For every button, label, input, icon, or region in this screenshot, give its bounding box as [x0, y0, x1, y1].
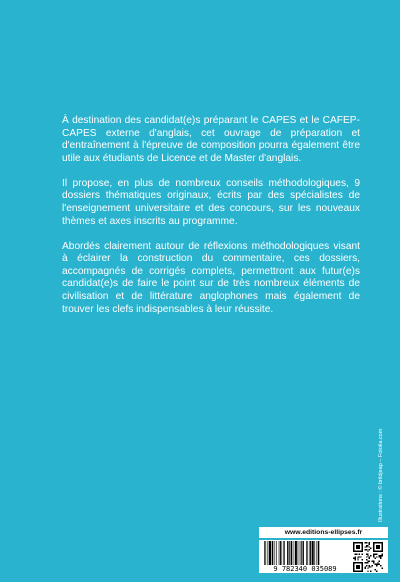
code-panel — [259, 540, 388, 573]
qr-code-icon — [353, 542, 383, 572]
isbn-number: 9 782340 035089 — [262, 565, 348, 573]
blurb-paragraph-2: Il propose, en plus de nombreux conseils méthodologiques, 9 dossiers thématiques originaux, écrits par des spécialistes de l'enseignement universitaire et des concours, sur les nouveaux thèmes et axes inscrits au programme. — [62, 177, 360, 227]
blurb-paragraph-3: Abordés clairement autour de réflexions méthodologiques visant à éclairer la construction du commentaire, ces dossiers, accompagnés de corrigés complets, permettront aux futur(e)s candidat(e)s de faire le point sur de très nombreux éléments de civilisation et de littérature anglophones mais également de trouver les clefs indispensables à leur réussite. — [62, 240, 360, 315]
back-cover-blurb — [62, 115, 360, 328]
illustration-credit: Illustrations : © brildjeap – Fotolia.com — [378, 428, 384, 522]
publisher-website[interactable]: www.editions-ellipses.fr — [259, 527, 388, 538]
blurb-paragraph-1: À destination des candidat(e)s préparant le CAPES et le CAFEP-CAPES externe d'anglais, cet ouvrage de préparation et d'entraînement à l'épreuve de composition pourra également être utile aux étudiants de Licence et de Master d'anglais. — [62, 115, 360, 164]
publisher-block — [259, 527, 388, 573]
